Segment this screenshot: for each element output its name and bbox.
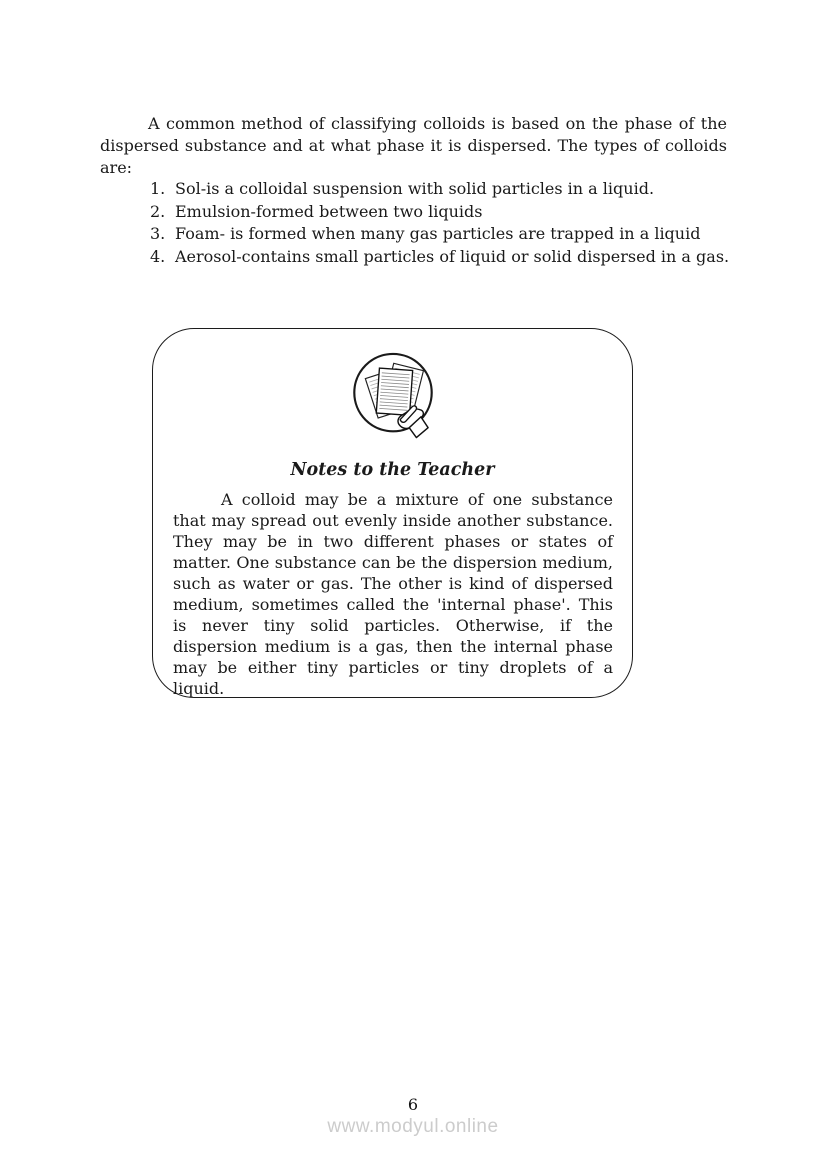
list-item-number: 1.	[150, 179, 166, 198]
list-item-number: 3.	[150, 224, 166, 244]
colloid-types-list	[150, 178, 790, 268]
list-item-number: 2.	[150, 201, 166, 221]
watermark-text: www.modyul.online	[327, 1116, 499, 1137]
list-item-text: Sol-is a colloidal suspension with solid particles in a liquid.	[175, 179, 655, 198]
list-item	[150, 201, 790, 224]
list-item	[150, 246, 790, 269]
documents-in-hand-icon	[348, 350, 438, 450]
list-item	[150, 178, 790, 201]
notes-box-title: Notes to the Teacher	[290, 460, 495, 480]
list-item-number: 4.	[150, 246, 166, 266]
list-item-text: Emulsion-formed between two liquids	[175, 201, 483, 221]
list-item-text: Foam- is formed when many gas particles are trapped in a liquid	[175, 224, 701, 244]
list-item	[150, 223, 790, 246]
notes-to-teacher-box	[152, 328, 633, 698]
intro-paragraph: A common method of classifying colloids is based on the phase of the dispersed substance and at what phase it is dispersed. The types of colloids are:	[100, 114, 727, 177]
notes-box-body: A colloid may be a mixture of one substance that may spread out evenly inside another substance. They may be in two different phases or states of matter. One substance can be the dispersion medium, such as water or gas. The other is kind of dispersed medium, sometimes called the 'internal phase'. This is never tiny solid particles. Otherwise, if the dispersion medium is a gas, then the internal phase may be either tiny particles or tiny droplets of a liquid.	[173, 490, 613, 698]
page-number: 6	[407, 1095, 419, 1114]
list-item-text: Aerosol-contains small particles of liquid or solid dispersed in a gas.	[175, 246, 730, 266]
